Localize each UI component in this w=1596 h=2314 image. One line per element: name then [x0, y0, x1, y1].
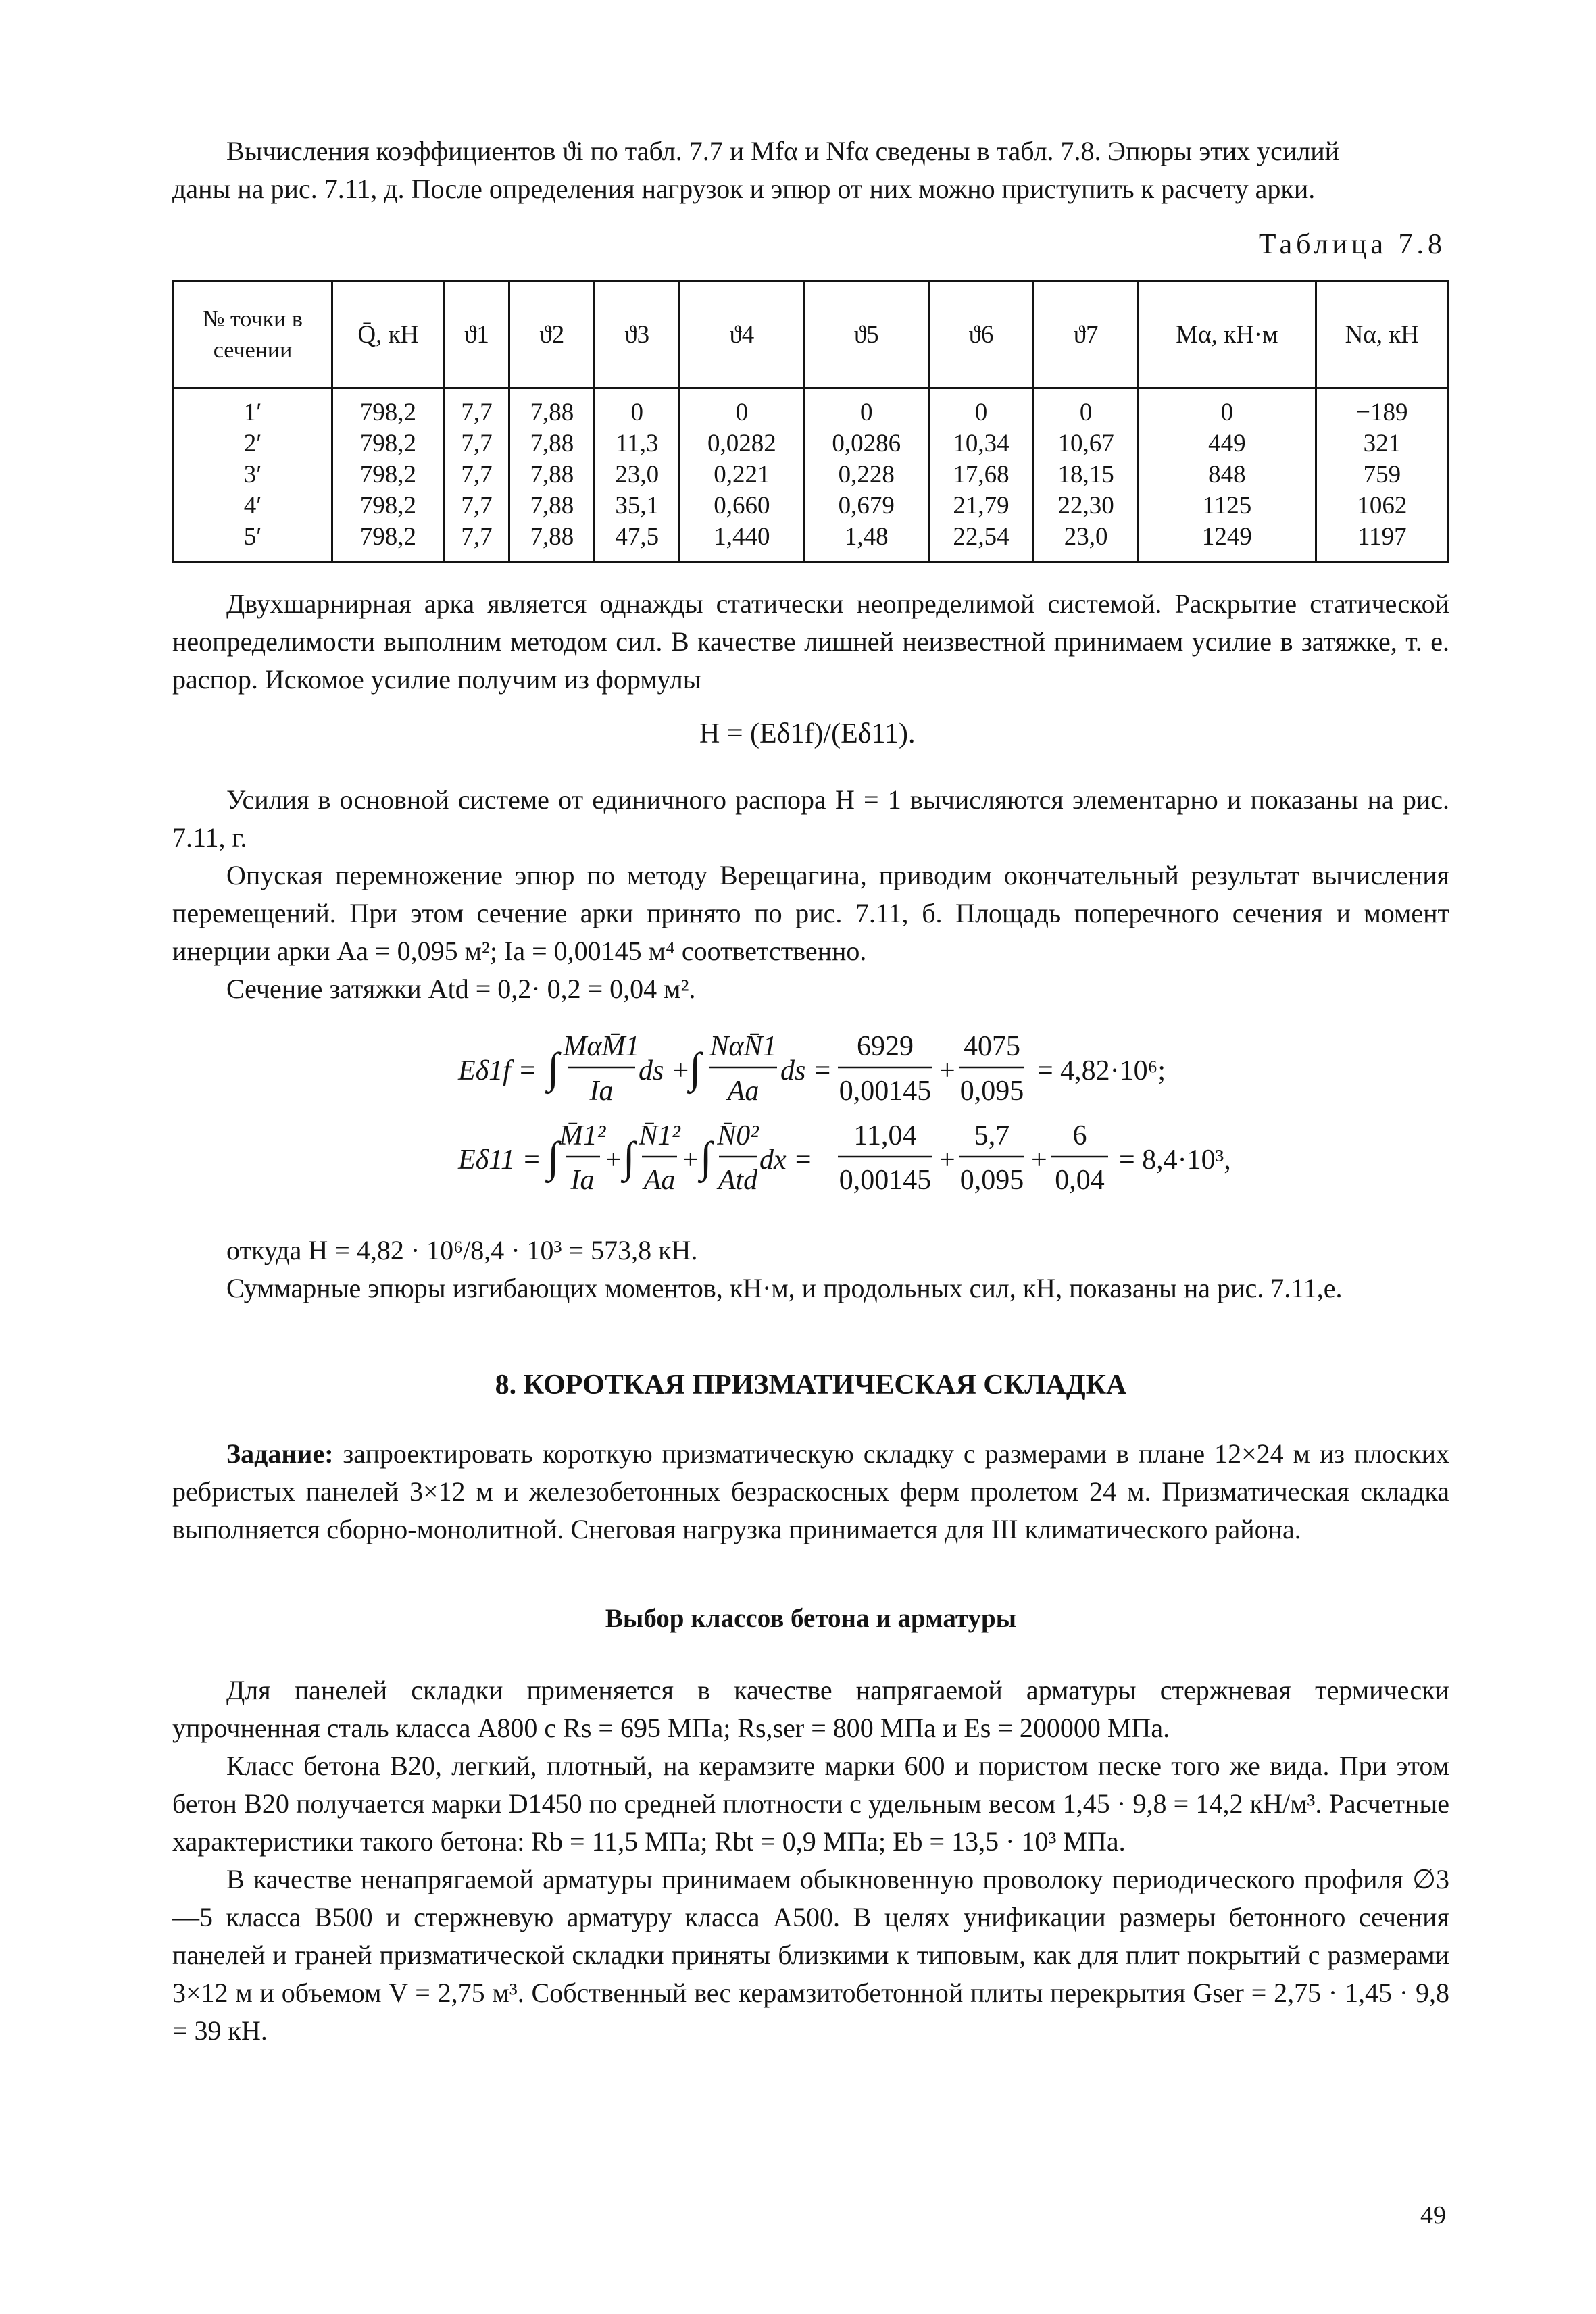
- table-header-cell: Nα, кН: [1316, 282, 1448, 388]
- table-header-cell: ϑ4: [680, 282, 804, 388]
- f1-frac2-num: 4075: [964, 1031, 1020, 1062]
- table-cell: 0: [928, 388, 1033, 429]
- formula-delta-11: [405, 1103, 1284, 1217]
- table-cell: 0: [595, 388, 680, 429]
- table-cell: 1,48: [804, 522, 928, 562]
- paragraph-tie-section: Сечение затяжки Atd = 0,2· 0,2 = 0,04 м².: [226, 974, 696, 1004]
- table-cell: 22,30: [1034, 491, 1139, 522]
- f2-t3-num: N̄0²: [717, 1120, 759, 1151]
- f2-plus-1: +: [605, 1145, 622, 1176]
- f2-t2-num: N̄1²: [639, 1120, 680, 1151]
- table-header-cell: ϑ2: [509, 282, 595, 388]
- table-cell: 22,54: [928, 522, 1033, 562]
- table-header-cell: ϑ7: [1034, 282, 1139, 388]
- f2-frac1-num: 11,04: [853, 1120, 917, 1151]
- paragraph-vereshchagin: Опуская перемножение эпюр по методу Верещагина, приводим окончательный результат вычисления перемещений. При этом сечение арки принято по рис. 7.11, б. Площадь поперечного сечения и момент инерции арки Aa = 0,095 м²; Ia = 0,00145 м⁴ соответственно.: [172, 860, 1449, 966]
- table-header-cell: № точки в сечении: [174, 282, 332, 388]
- table-cell: 11,3: [595, 428, 680, 459]
- table-cell: 798,2: [332, 522, 445, 562]
- f1-t1-num: MαM̄1: [563, 1031, 640, 1062]
- paragraph-reinforcement: Для панелей складки применяется в качестве напрягаемой арматуры стержневая термически упрочненная сталь класса А800 с Rs = 695 МПа; Rs,ser = 800 МПа и Es = 200000 МПа.: [172, 1675, 1449, 1743]
- table-cell: 47,5: [595, 522, 680, 562]
- table-cell: 1,440: [680, 522, 804, 562]
- table-cell: 7,7: [444, 428, 509, 459]
- f2-result: = 8,4·10³,: [1119, 1145, 1231, 1176]
- table-cell: 0,221: [680, 459, 804, 491]
- table-header-row: [174, 282, 1449, 388]
- task-label: Задание:: [226, 1438, 334, 1469]
- table-cell: 10,34: [928, 428, 1033, 459]
- table-cell: 0: [1139, 388, 1316, 429]
- table-cell: 0,0282: [680, 428, 804, 459]
- table-cell: 7,7: [444, 388, 509, 429]
- f1-plus: +: [939, 1055, 955, 1086]
- table-cell: 759: [1316, 459, 1448, 491]
- f2-t1-num: M̄1²: [559, 1120, 606, 1151]
- f2-t1-den: Ia: [570, 1165, 595, 1196]
- table-header-cell: ϑ1: [444, 282, 509, 388]
- f2-frac3-num: 6: [1072, 1120, 1087, 1151]
- paragraph-thrust-result: откуда H = 4,82 · 10⁶/8,4 · 10³ = 573,8 кН.: [226, 1235, 698, 1265]
- table-cell: 17,68: [928, 459, 1033, 491]
- f1-result: = 4,82·10⁶;: [1037, 1055, 1166, 1086]
- f2-plus-2: +: [682, 1145, 699, 1176]
- formula-H: H = (Eδ1f)/(Eδ11).: [699, 718, 916, 749]
- paragraph-summary-diagrams: Суммарные эпюры изгибающих моментов, кН·м, и продольных сил, кН, показаны на рис. 7.11,е.: [226, 1273, 1343, 1303]
- table-cell: 4′: [174, 491, 332, 522]
- f1-frac1-den: 0,00145: [839, 1076, 932, 1107]
- table-row: [174, 491, 1449, 522]
- table-cell: 7,88: [509, 428, 595, 459]
- f2-t2-den: Aa: [643, 1165, 676, 1196]
- task-text: запроектировать короткую призматическую складку с размерами в плане 12×24 м из плоских ребристых панелей 3×12 м и железобетонных безраскосных ферм пролетом 24 м. Призматическая складка выполняется сборно-монолитной. Снеговая нагрузка принимается для III климатического района.: [172, 1438, 1449, 1544]
- f2-frac3-den: 0,04: [1055, 1165, 1105, 1196]
- table-cell: 35,1: [595, 491, 680, 522]
- table-header-cell: ϑ6: [928, 282, 1033, 388]
- coefficients-table: [172, 280, 1449, 563]
- section-title: 8. КОРОТКАЯ ПРИЗМАТИЧЕСКАЯ СКЛАДКА: [495, 1369, 1127, 1401]
- paragraph-concrete-class: Класс бетона В20, легкий, плотный, на керамзите марки 600 и пористом песке того же вида. При этом бетон В20 получается марки D1450 по средней плотности с удельным весом 1,45 · 9,8 = 14,2 кН/м³. Расчетные характеристики такого бетона: Rb = 11,5 МПа; Rbt = 0,9 МПа; Eb = 13,5 · 10³ МПа.: [172, 1751, 1449, 1857]
- table-cell: 0,0286: [804, 428, 928, 459]
- paragraph-task: [172, 1435, 1449, 1549]
- f2-plus-3: +: [939, 1145, 955, 1176]
- table-cell: 7,88: [509, 522, 595, 562]
- f2-lhs: Eδ11 =: [458, 1145, 541, 1176]
- table-cell: 7,88: [509, 491, 595, 522]
- table-row: [174, 388, 1449, 429]
- f1-lhs: Eδ1f =: [458, 1055, 537, 1086]
- paragraph-unit-thrust: Усилия в основной системе от единичного распора H = 1 вычисляются элементарно и показаны на рис. 7.11, г.: [172, 784, 1449, 853]
- f1-integral-2: ∫: [689, 1044, 701, 1092]
- table-header-cell: Mα, кН·м: [1139, 282, 1316, 388]
- table-body: [174, 388, 1449, 562]
- table-header-cell: Q̄, кН: [332, 282, 445, 388]
- table-cell: 0,679: [804, 491, 928, 522]
- table-cell: 0,660: [680, 491, 804, 522]
- f1-t2-suffix: ds =: [780, 1055, 832, 1086]
- f2-frac2-num: 5,7: [974, 1120, 1010, 1151]
- table-cell: 0: [680, 388, 804, 429]
- f2-t3-den: Atd: [718, 1165, 758, 1196]
- table-cell: 7,7: [444, 491, 509, 522]
- table-cell: 1125: [1139, 491, 1316, 522]
- paragraph-redundant-unknown: Двухшарнирная арка является однажды статически неопределимой системой. Раскрытие статической неопределимости выполним методом сил. В качестве лишней неизвестной принимаем усилие в затяжке, т. е. распор. Искомое усилие получим из формулы: [172, 588, 1449, 695]
- f2-integral-2: ∫: [623, 1133, 635, 1181]
- f2-frac2-den: 0,095: [959, 1165, 1024, 1196]
- f1-t1-den: Ia: [589, 1076, 614, 1107]
- intro-line-2: даны на рис. 7.11, д. После определения нагрузок и эпюр от них можно приступить к расчету арки.: [172, 174, 1316, 204]
- table-cell: 0,228: [804, 459, 928, 491]
- f1-t1-suffix: ds +: [639, 1055, 691, 1086]
- table-cell: 449: [1139, 428, 1316, 459]
- table-cell: 798,2: [332, 428, 445, 459]
- table-cell: 23,0: [1034, 522, 1139, 562]
- table-cell: 7,7: [444, 459, 509, 491]
- table-cell: −189: [1316, 388, 1448, 429]
- f1-t2-num: NαN̄1: [709, 1031, 777, 1062]
- table-cell: 0: [804, 388, 928, 429]
- table-cell: 0: [1034, 388, 1139, 429]
- f1-frac2-den: 0,095: [959, 1076, 1024, 1107]
- table-cell: 7,88: [509, 459, 595, 491]
- page-number: 49: [1420, 2201, 1446, 2230]
- table-cell: 18,15: [1034, 459, 1139, 491]
- table-header-cell: ϑ3: [595, 282, 680, 388]
- table-row: [174, 522, 1449, 562]
- table-cell: 5′: [174, 522, 332, 562]
- table-cell: 848: [1139, 459, 1316, 491]
- table-cell: 1249: [1139, 522, 1316, 562]
- table-header-cell: ϑ5: [804, 282, 928, 388]
- table-cell: 21,79: [928, 491, 1033, 522]
- table-caption: Таблица 7.8: [1258, 229, 1446, 260]
- table-cell: 23,0: [595, 459, 680, 491]
- subsection-title: Выбор классов бетона и арматуры: [605, 1604, 1017, 1633]
- table-cell: 3′: [174, 459, 332, 491]
- table-cell: 798,2: [332, 388, 445, 429]
- table-cell: 1197: [1316, 522, 1448, 562]
- f2-plus-4: +: [1031, 1145, 1047, 1176]
- table-cell: 798,2: [332, 491, 445, 522]
- table-cell: 321: [1316, 428, 1448, 459]
- table-cell: 7,88: [509, 388, 595, 429]
- table-cell: 2′: [174, 428, 332, 459]
- table-row: [174, 428, 1449, 459]
- intro-line-1: Вычисления коэффициентов ϑi по табл. 7.7 и Mfα и Nfα сведены в табл. 7.8. Эпюры этих усилий: [226, 136, 1340, 166]
- table-cell: 1′: [174, 388, 332, 429]
- f2-integral-1: ∫: [547, 1133, 559, 1181]
- f2-t3-suffix: dx =: [759, 1145, 813, 1176]
- table-cell: 798,2: [332, 459, 445, 491]
- f1-integral-1: ∫: [547, 1044, 559, 1092]
- table-cell: 7,7: [444, 522, 509, 562]
- f1-t2-den: Aa: [727, 1076, 759, 1107]
- table-cell: 1062: [1316, 491, 1448, 522]
- table-cell: 10,67: [1034, 428, 1139, 459]
- paragraph-nonprestressed: В качестве ненапрягаемой арматуры принимаем обыкновенную проволоку периодического профиля ∅3—5 класса В500 и стержневую арматуру класса А500. В целях унификации размеры бетонного сечения панелей и граней призматической складки приняты близкими к типовым, как для плит покрытий с размерами 3×12 м и объемом V = 2,75 м³. Собственный вес керамзитобетонной плиты перекрытия Gser = 2,75 · 1,45 · 9,8 = 39 кН.: [172, 1864, 1449, 2046]
- f2-frac1-den: 0,00145: [839, 1165, 932, 1196]
- f1-frac1-num: 6929: [857, 1031, 914, 1062]
- table-row: [174, 459, 1449, 491]
- f2-integral-3: ∫: [700, 1133, 712, 1181]
